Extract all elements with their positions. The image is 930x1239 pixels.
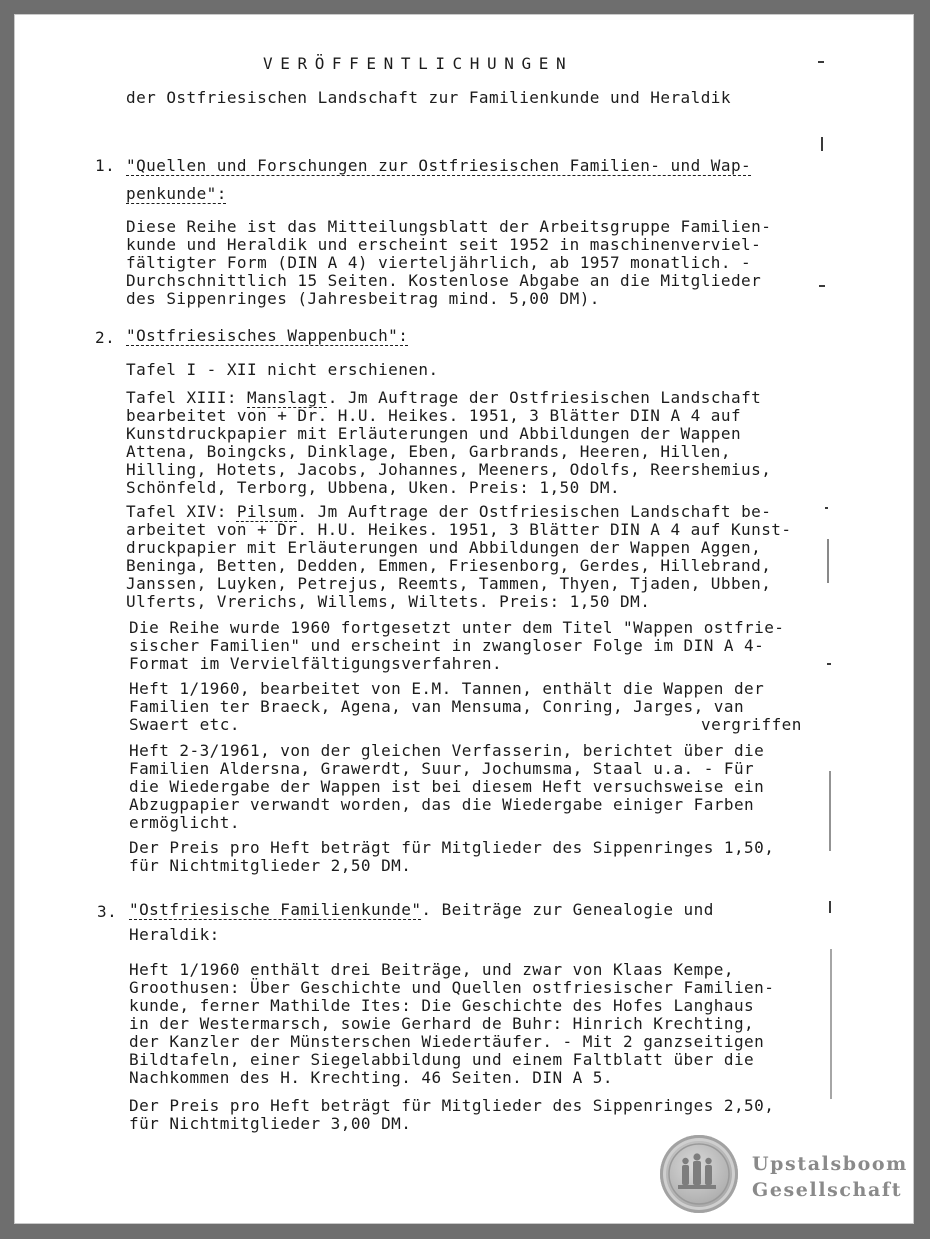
- text-line: des Sippenringes (Jahresbeitrag mind. 5,00 DM).: [126, 289, 600, 308]
- text-line: Familien ter Braeck, Agena, van Mensuma, Conring, Jarges, van: [129, 697, 745, 716]
- document-page: [14, 14, 914, 1224]
- scan-mark: [830, 949, 832, 1099]
- text-line: Bildtafeln, einer Siegelabbildung und einem Faltblatt über die: [129, 1050, 755, 1069]
- text-line: Schönfeld, Terborg, Ubbena, Uken. Preis: 1,50 DM.: [126, 478, 621, 497]
- section-1-number: 1.: [95, 156, 116, 175]
- section-3-subtitle: . Beiträge zur Genealogie und: [421, 900, 714, 919]
- tafel-xiii-first-line: [126, 389, 761, 407]
- tafel-xiii-label: Tafel XIII:: [126, 388, 237, 407]
- tafel-xiv-place: Pilsum: [236, 502, 298, 521]
- text-line: kunde und Heraldik und erscheint seit 1952 in maschinenverviel-: [126, 235, 762, 254]
- text-line: Swaert etc.: [129, 715, 240, 734]
- text-line: Abzugpapier verwandt worden, das die Wiedergabe einiger Farben: [129, 795, 755, 814]
- section-1-heading-cont: penkunde":: [126, 184, 227, 203]
- text-line: Kunstdruckpapier mit Erläuterungen und Abbildungen der Wappen: [126, 424, 742, 443]
- scan-mark: [827, 663, 831, 665]
- page-title: VERÖFFENTLICHUNGEN: [263, 54, 574, 73]
- scan-mark: [818, 61, 824, 63]
- text-line: sischer Familien" und erscheint in zwangloser Folge im DIN A 4-: [129, 636, 765, 655]
- tafel-xiii-place: Manslagt: [247, 388, 328, 407]
- section-2-heading: "Ostfriesisches Wappenbuch":: [126, 326, 409, 345]
- text-line: Heft 1/1960 enthält drei Beiträge, und zwar von Klaas Kempe,: [129, 960, 734, 979]
- page-subtitle: der Ostfriesischen Landschaft zur Familienkunde und Heraldik: [126, 88, 731, 107]
- text-line: Ulferts, Vrerichs, Willems, Wiltets. Preis: 1,50 DM.: [126, 592, 651, 611]
- tafel-i-xii-note: Tafel I - XII nicht erschienen.: [126, 360, 439, 379]
- scan-mark: [825, 507, 828, 509]
- text-line: Durchschnittlich 15 Seiten. Kostenlose Abgabe an die Mitglieder: [126, 271, 762, 290]
- tafel-xiv-label: Tafel XIV:: [126, 502, 227, 521]
- text-line: Nachkommen des H. Krechting. 46 Seiten. DIN A 5.: [129, 1068, 613, 1087]
- scan-mark: [829, 901, 831, 913]
- text-line: für Nichtmitglieder 2,50 DM.: [129, 856, 412, 875]
- text-line: fältigter Form (DIN A 4) vierteljährlich, ab 1957 monatlich. -: [126, 253, 752, 272]
- text-line: Der Preis pro Heft beträgt für Mitglieder des Sippenringes 2,50,: [129, 1096, 775, 1115]
- text-line: Heft 2-3/1961, von der gleichen Verfasserin, berichtet über die: [129, 741, 765, 760]
- text-line: bearbeitet von + Dr. H.U. Heikes. 1951, 3 Blätter DIN A 4 auf: [126, 406, 742, 425]
- text-line: Groothusen: Über Geschichte und Quellen ostfriesischer Familien-: [129, 978, 775, 997]
- watermark-line-1: Upstalsboom: [752, 1153, 908, 1175]
- section-3-heading: [129, 901, 714, 919]
- tafel-xiii-intro: . Jm Auftrage der Ostfriesischen Landschaft: [327, 388, 762, 407]
- scan-mark: [829, 771, 831, 851]
- text-line: die Wiedergabe der Wappen ist bei diesem Heft versuchsweise ein: [129, 777, 765, 796]
- text-line: für Nichtmitglieder 3,00 DM.: [129, 1114, 412, 1133]
- text-line: druckpapier mit Erläuterungen und Abbildungen der Wappen Aggen,: [126, 538, 762, 557]
- text-line: arbeitet von + Dr. H.U. Heikes. 1951, 3 Blätter DIN A 4 auf Kunst-: [126, 520, 792, 539]
- seal-icon: [660, 1135, 738, 1213]
- text-line: Attena, Boingcks, Dinklage, Eben, Garbrands, Heeren, Hillen,: [126, 442, 731, 461]
- scan-mark: [827, 539, 829, 583]
- heft-status: vergriffen: [701, 715, 802, 734]
- text-line: Janssen, Luyken, Petrejus, Reemts, Tammen, Thyen, Tjaden, Ubben,: [126, 574, 772, 593]
- text-line: in der Westermarsch, sowie Gerhard de Buhr: Hinrich Krechting,: [129, 1014, 755, 1033]
- text-line: Der Preis pro Heft beträgt für Mitglieder des Sippenringes 1,50,: [129, 838, 775, 857]
- tafel-xiv-intro: . Jm Auftrage der Ostfriesischen Landschaft be-: [297, 502, 772, 521]
- watermark-line-2: Gesellschaft: [752, 1179, 903, 1201]
- text-line: ermöglicht.: [129, 813, 240, 832]
- section-3-title: "Ostfriesische Familienkunde": [129, 900, 422, 919]
- section-1-heading: "Quellen und Forschungen zur Ostfriesischen Familien- und Wap-: [126, 156, 752, 175]
- tafel-xiv-first-line: [126, 503, 771, 521]
- section-3-heading-cont: Heraldik:: [129, 925, 220, 944]
- text-line: Diese Reihe ist das Mitteilungsblatt der Arbeitsgruppe Familien-: [126, 217, 772, 236]
- text-line: Familien Aldersna, Grawerdt, Suur, Jochumsma, Staal u.a. - Für: [129, 759, 755, 778]
- text-line: Heft 1/1960, bearbeitet von E.M. Tannen, enthält die Wappen der: [129, 679, 765, 698]
- text-line: Hilling, Hotets, Jacobs, Johannes, Meeners, Odolfs, Reershemius,: [126, 460, 772, 479]
- text-line: Format im Vervielfältigungsverfahren.: [129, 654, 503, 673]
- text-line: der Kanzler der Münsterschen Wiedertäufer. - Mit 2 ganzseitigen: [129, 1032, 765, 1051]
- text-line: kunde, ferner Mathilde Ites: Die Geschichte des Hofes Langhaus: [129, 996, 755, 1015]
- section-2-number: 2.: [95, 328, 116, 347]
- scan-mark: [821, 137, 823, 151]
- scan-mark: [819, 285, 825, 287]
- text-line: Die Reihe wurde 1960 fortgesetzt unter dem Titel "Wappen ostfrie-: [129, 618, 785, 637]
- seal-logo: [660, 1135, 738, 1213]
- text-line: Beninga, Betten, Dedden, Emmen, Friesenborg, Gerdes, Hillebrand,: [126, 556, 772, 575]
- section-3-number: 3.: [97, 902, 118, 921]
